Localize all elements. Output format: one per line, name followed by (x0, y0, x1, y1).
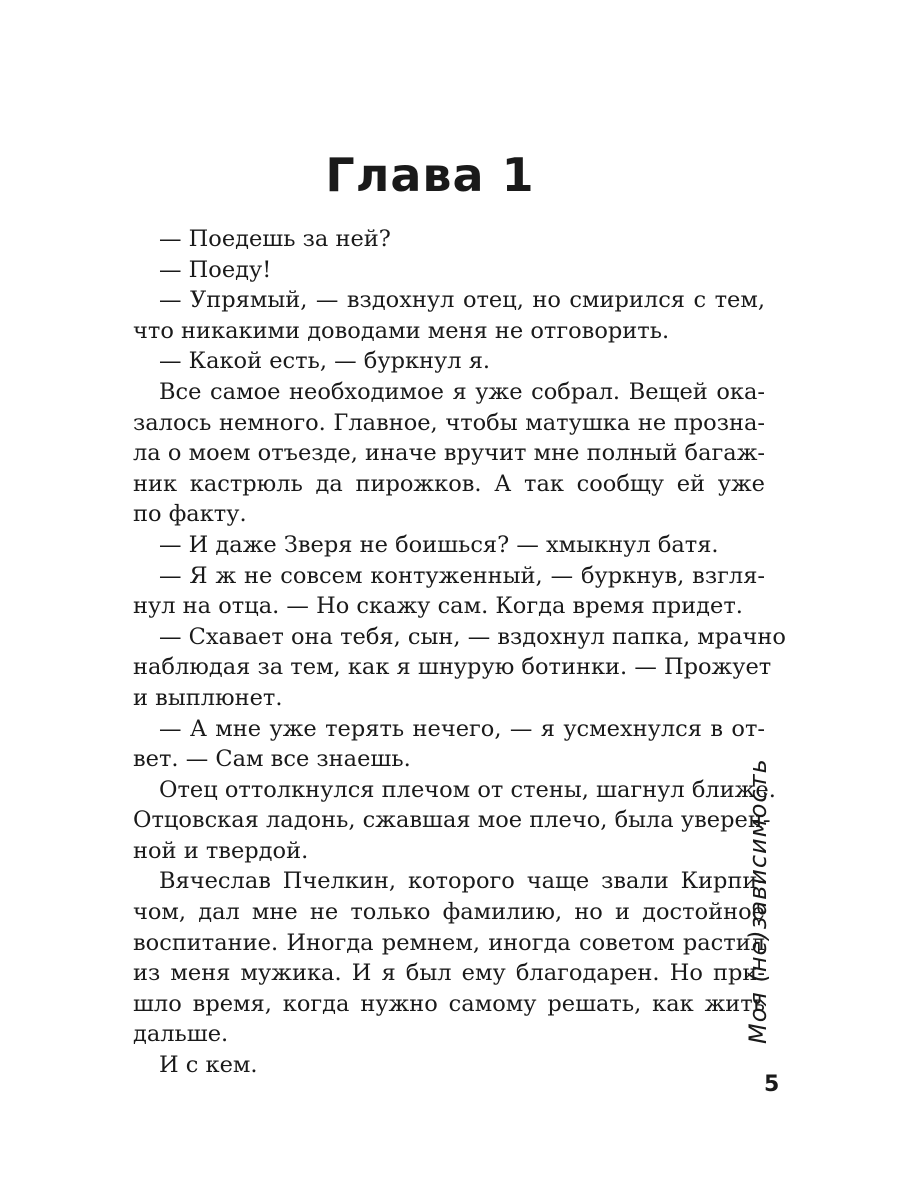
text-line: Все самое необходимое я уже собрал. Вещей ока- (159, 378, 765, 405)
text-line: шло время, когда нужно самому решать, как жить (133, 990, 765, 1017)
text-line: Отцовская ладонь, сжавшая мое плечо, была уверен- (133, 807, 771, 834)
text-line: из меня мужика. И я был ему благодарен. Но при- (133, 960, 765, 987)
text-line: что никакими доводами меня не отговорить. (133, 317, 670, 344)
text-line: вет. — Сам все знаешь. (133, 746, 411, 773)
text-line: — И даже Зверя не боишься? — хмыкнул батя. (159, 531, 719, 558)
text-line: — Поеду! (159, 256, 272, 283)
text-line: ник кастрюль да пирожков. А так сообщу ей уже (133, 470, 765, 497)
text-line: наблюдая за тем, как я шнурую ботинки. — Прожует (133, 654, 772, 681)
text-line: дальше. (133, 1021, 229, 1048)
text-line: Вячеслав Пчелкин, которого чаще звали Кирпи- (159, 868, 765, 895)
text-line: — Поедешь за ней? (159, 226, 391, 252)
text-line: и выплюнет. (133, 684, 283, 711)
text-line: — Я ж не совсем контуженный, — буркнув, взгля- (159, 562, 765, 589)
body-text (133, 224, 786, 1081)
text-line: — А мне уже терять нечего, — я усмехнулся в от- (159, 715, 765, 742)
text-line: — Схавает она тебя, сын, — вздохнул папка, мрачно (159, 623, 786, 650)
text-line: чом, дал мне не только фамилию, но и достойное (133, 899, 765, 926)
text-line: ла о моем отъезде, иначе вручит мне полный багаж- (133, 440, 765, 467)
book-title-vertical: Моя (не)зависимость (744, 758, 772, 1044)
text-line: — Упрямый, — вздохнул отец, но смирился с тем, (159, 287, 765, 314)
text-line: И с кем. (159, 1052, 258, 1079)
text-line: нул на отца. — Но скажу сам. Когда время придет. (133, 593, 743, 620)
text-line: залось немного. Главное, чтобы матушка не прозна- (133, 409, 765, 436)
page-number: 5 (764, 1072, 780, 1097)
text-line: Отец оттолкнулся плечом от стены, шагнул ближе. (159, 776, 776, 803)
chapter-title: Глава 1 (325, 148, 535, 202)
text-line: — Какой есть, — буркнул я. (159, 348, 491, 375)
text-line: воспитание. Иногда ремнем, иногда советом растил (133, 929, 765, 956)
text-line: по факту. (133, 501, 247, 528)
text-line: ной и твердой. (133, 837, 309, 864)
